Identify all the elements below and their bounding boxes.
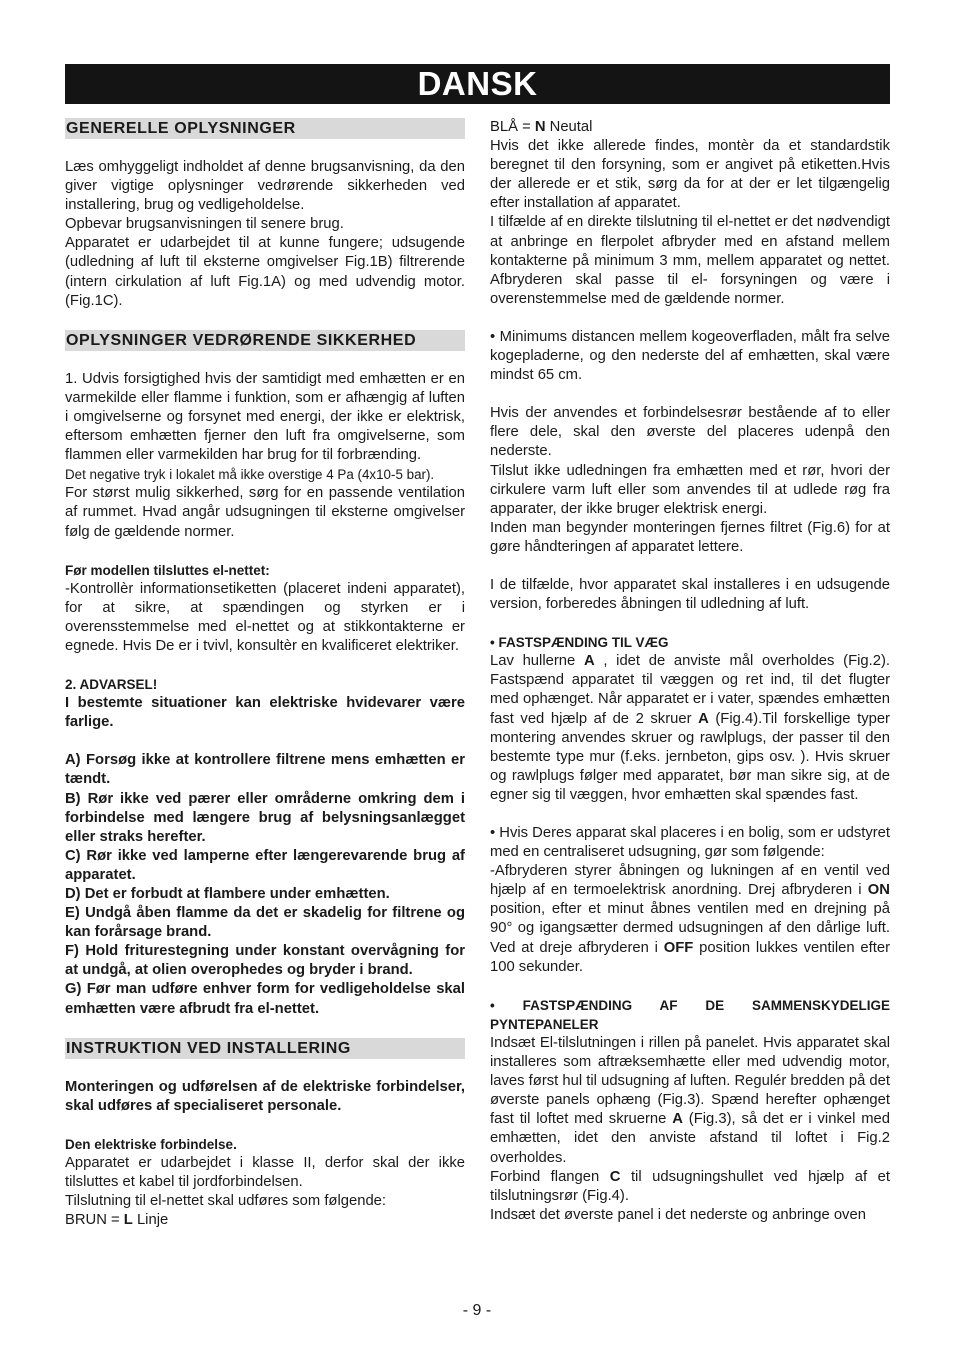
spacer <box>490 977 890 996</box>
section-heading-safety: OPLYSNINGER VEDRØRENDE SIKKERHED <box>65 330 465 351</box>
spacer <box>490 614 890 633</box>
text-run: (Fig.3), så det er i vinkel med emhætten, idet den anviste afstand til loftet i Fig.2 overholdes. <box>490 1111 890 1166</box>
warning-item-g: G) Før man udføre enhver form for vedligeholdelse skal emhætten være afbrudt fra el-nettet. <box>65 981 465 1017</box>
bold-paragraph: Monteringen og udførelsen af de elektriske forbindelser, skal udføres af specialiseret personale. <box>65 1078 465 1114</box>
paragraph <box>490 862 890 977</box>
warning-item-f: F) Hold friturestegning under konstant overvågning for at undgå, at olien overophedes og bryder i brand. <box>65 943 465 979</box>
paragraph <box>490 652 890 805</box>
paragraph: For størst mulig sikkerhed, sørg for en passende ventilation af rummet. Hvad angår udsugningen til eksterne omgivelser følg de gældende normer. <box>65 485 465 540</box>
spacer <box>65 351 465 370</box>
text-run: (Fig.4).Til forskellige typer montering anvendes skruer og rawlplugs, der passer til den bestemte type mur (f.eks. jernbeton, gips osv. ). Hvis skruer og rawlplugs følger med apparatet, bør man sikre sig, at de egner sig til væggen, hvor emhætten skal spændes fast. <box>490 710 890 803</box>
spacer <box>65 139 465 158</box>
text-run: position, efter et minut åbnes ventilen med en drejning på 90° og igangsætter dermed udsugningen af den dårlige luft. Ved at dreje afbryderen i <box>490 901 890 956</box>
spacer <box>65 311 465 330</box>
paragraph: • Minimums distancen mellem kogeoverfladen, målt fra selve kogepladerne, og den nederste del af emhætten, skal være mindst 65 cm. <box>490 328 890 384</box>
spacer <box>65 732 465 751</box>
paragraph <box>490 1168 890 1206</box>
paragraph: 1. Udvis forsigtighed hvis der samtidigt med emhætten er en varmekilde eller flamme i funktion, som er afhængig af luften i omgivelserne og forsynet med energi, der ikke er elektrisk, eftersom emhætten fjerner den luft fra omgivelserne, som flammen eller varmekilden har brug for til forbrænding. <box>65 370 465 464</box>
warning-text: I bestemte situationer kan elektriske hvidevarer være farlige. <box>65 695 465 731</box>
paragraph: I de tilfælde, hvor apparatet skal installeres i en udsugende version, forberedes åbningen til udledning af luft. <box>490 576 890 613</box>
wiring-blue <box>490 118 890 137</box>
paragraph: Opbevar brugsanvisningen til senere brug. <box>65 216 344 233</box>
wire-label: BRUN = <box>65 1212 124 1229</box>
section-heading-general: GENERELLE OPLYSNINGER <box>65 118 465 139</box>
spacer <box>65 1116 465 1135</box>
paragraph: -Kontrollèr informationsetiketten (placeret indeni apparatet), for at sikre, at spændingen og styrken er i overensstemmelse med el-nettet og at stikkontakterne er egnede. Hvis De er i tvivl, konsultèr en kvalificeret elektriker. <box>65 580 465 654</box>
paragraph: Det negative tryk i lokalet må ikke overstige 4 Pa (4x10-5 bar). <box>65 467 435 483</box>
spacer <box>490 557 890 576</box>
warning-item-e: E) Undgå åben flamme da det er skadelig for filtrene og kan forårsage brand. <box>65 905 465 941</box>
wire-meaning: Linje <box>132 1212 169 1229</box>
subheading-wall-mount: • FASTSPÆNDING TIL VÆG <box>490 635 669 651</box>
text-run: -Afbryderen styrer åbningen og lukningen af en ventil ved hjælp af en termoelektrisk anordning. Drej afbryderen i <box>490 863 890 899</box>
text-run: Forbind flangen <box>490 1168 610 1185</box>
paragraph: Læs omhyggeligt indholdet af denne brugsanvisning, da den giver vigtige oplysninger vedrørende sikkerheden ved installering, brug og vedligeholdelse. <box>65 159 465 214</box>
spacer <box>65 1019 465 1038</box>
spacer <box>490 805 890 824</box>
paragraph: Apparatet er udarbejdet til at kunne fungere; udsugende (udledning af luft til eksterne omgivelser Fig.1B) filtrerende (intern cirkulation af luft Fig.1A) og med udvendig motor. (Fig.1C). <box>65 235 465 309</box>
warning-item-b: B) Rør ikke ved pærer eller områderne omkring dem i forbindelse med længere brug af belysningsanlægget eller straks herefter. <box>65 790 465 845</box>
section-heading-installation: INSTRUKTION VED INSTALLERING <box>65 1038 465 1059</box>
text-run: position lukkes ventilen efter 100 sekunder. <box>490 939 891 975</box>
spacer <box>65 542 465 561</box>
paragraph: Inden man begynder monteringen fjernes filtret (Fig.6) for at gøre håndteringen af apparatet lettere. <box>490 519 890 555</box>
spacer <box>490 385 890 404</box>
paragraph: Tilslut ikke udledningen fra emhætten med et rør, hvori der cirkulere varm luft eller som anvendes til at udlede røg fra apparater, der ikke bruger elektrisk energi. <box>490 462 890 517</box>
text-run: Lav hullerne <box>490 653 584 670</box>
right-column <box>490 118 890 1225</box>
text-run: til udsugningshullet ved hjælp af et tilslutningsrør (Fig.4). <box>490 1168 890 1204</box>
wiring-brown <box>65 1211 465 1230</box>
text-run: OFF <box>663 939 694 956</box>
text-run: A <box>583 653 595 670</box>
bold-label: Den elektriske forbindelse. <box>65 1136 237 1152</box>
bold-label: Før modellen tilsluttes el-nettet: <box>65 562 270 578</box>
warning-item-c: C) Rør ikke ved lamperne efter længerevarende brug af apparatet. <box>65 847 465 883</box>
paragraph: Tilslutning til el-nettet skal udføres som følgende: <box>65 1193 387 1210</box>
text-run: A <box>698 710 709 727</box>
warning-heading: 2. ADVARSEL! <box>65 677 158 693</box>
text-run: A <box>672 1111 683 1128</box>
banner-title: DANSK <box>417 65 538 102</box>
wire-meaning: Neutal <box>545 119 593 135</box>
left-column <box>65 118 465 1230</box>
warning-item-a: A) Forsøg ikke at kontrollere filtrene mens emhætten er tændt. <box>65 752 465 788</box>
spacer <box>65 656 465 675</box>
spacer <box>65 1059 465 1078</box>
wire-key: L <box>123 1212 133 1229</box>
subheading-panels: • FASTSPÆNDING AF DE SAMMENSKYDELIGE PYNTEPANELER <box>490 997 890 1032</box>
paragraph: I tilfælde af en direkte tilslutning til el-nettet er det nødvendigt at anbringe en flerpolet afbryder med en afstand mellem kontakterne på minimum 3 mm, mellem apparatet og nettet. Afbryderen skal passe til el- forsyningen og være i overenstemmelse med de gældende normer. <box>490 214 890 307</box>
paragraph: Apparatet er udarbejdet i klasse II, derfor skal der ikke tilsluttes et kabel til jordforbindelsen. <box>65 1154 465 1191</box>
paragraph: Indsæt det øverste panel i det nederste og anbringe oven <box>490 1206 866 1223</box>
warning-item-d: D) Det er forbudt at flambere under emhætten. <box>65 886 390 902</box>
paragraph: Hvis det ikke allerede findes, montèr da et standardstik beregnet til den forsyning, som er angivet på etiketten.Hvis der allerede er et stik, sørg da for at der er let tilgængelig efter installation af apparatet. <box>490 138 890 212</box>
text-run: C <box>609 1168 621 1185</box>
spacer <box>490 309 890 328</box>
language-badge: DK <box>875 129 939 163</box>
text-run: , idet de anviste mål overholdes (Fig.2). Fastspænd apparatet til væggen og ret ind, til det flugter med ophænget. Når apparatet er i vater, spændes emhætten fast ved hjælp af de 2 skruer <box>490 653 890 727</box>
text-run: Indsæt El-tilslutningen i rillen på panelet. Hvis apparatet skal installeres som aftræksemhætte eller med udvendig motor, laves først hul til udsugning af luften. Regulér bredden på det øverste panels ophæng (Fig.3). Spænd herefter ophænget fast til loftet med skruerne <box>490 1034 890 1128</box>
text-run: ON <box>867 882 890 899</box>
page-number: - 9 - <box>462 1302 492 1319</box>
wire-key: N <box>534 119 546 135</box>
paragraph: • Hvis Deres apparat skal placeres i en bolig, som er udstyret med en centraliseret udsugning, gør som følgende: <box>490 825 890 861</box>
wire-label: BLÅ = <box>490 119 535 135</box>
paragraph <box>490 1034 890 1168</box>
paragraph: Hvis der anvendes et forbindelsesrør bestående af to eller flere dele, skal den øverste del placeres udenpå den nederste. <box>490 405 890 460</box>
